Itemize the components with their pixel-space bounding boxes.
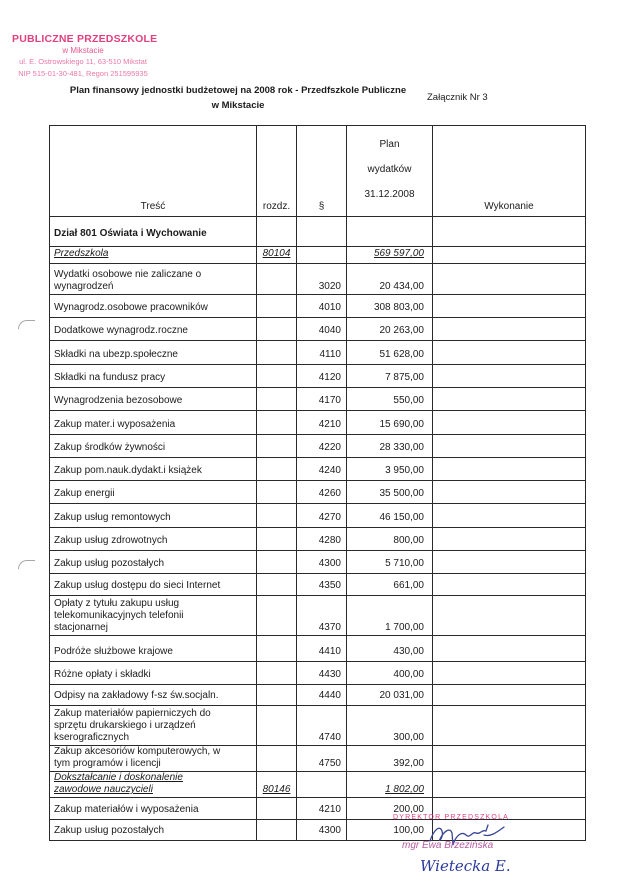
paragraf-text: 4040: [318, 325, 341, 336]
cell-plan: [347, 551, 433, 574]
cell-tresc: [50, 481, 257, 504]
plan-text: 392,00: [393, 758, 424, 769]
tresc-text: Zakup usług pozostałych: [54, 825, 165, 836]
tresc-text: Zakup pom.nauk.dydakt.i książek: [54, 465, 202, 476]
cell-paragraf: [297, 264, 347, 295]
cell-paragraf: [297, 528, 347, 551]
cell-paragraf: [297, 388, 347, 411]
paragraf-text: 4110: [319, 349, 341, 360]
header-rozdz: rozdz.: [257, 126, 297, 217]
budget-row: [50, 365, 586, 388]
cell-wykonanie: [433, 458, 586, 481]
plan-text: 1 802,00: [385, 784, 424, 795]
cell-plan: [347, 365, 433, 388]
budget-table: [49, 125, 586, 841]
budget-row: [50, 411, 586, 435]
header-tresc: Treść: [50, 126, 257, 217]
tresc-text: Zakup akcesoriów komputerowych, w tym programów i licencji: [54, 746, 221, 769]
paragraf-text: 4210: [318, 419, 341, 430]
plan-text: 308 803,00: [373, 302, 424, 313]
tresc-text: Zakup środków żywności: [54, 442, 166, 453]
table-header: [50, 126, 586, 217]
cell-plan: [347, 596, 433, 636]
paragraf-text: 4260: [318, 488, 341, 499]
cell-rozdz: [257, 247, 297, 264]
plan-text: 46 150,00: [379, 512, 424, 523]
plan-text: 200,00: [393, 804, 424, 815]
cell-wykonanie: [433, 365, 586, 388]
cell-plan: [347, 685, 433, 706]
cell-tresc: [50, 596, 257, 636]
plan-text: 430,00: [393, 646, 424, 657]
chapter-row: [50, 247, 586, 264]
cell-paragraf: [297, 217, 347, 247]
cell-rozdz: [257, 551, 297, 574]
budget-row: [50, 706, 586, 746]
cell-rozdz: [257, 636, 297, 662]
cell-paragraf: [297, 365, 347, 388]
tresc-text: Zakup mater.i wyposażenia: [54, 419, 176, 430]
rozdz-text: 80146: [262, 784, 291, 795]
institution-stamp: [12, 33, 158, 80]
plan-text: 20 434,00: [379, 281, 424, 292]
cell-plan: [347, 481, 433, 504]
cell-rozdz: [257, 685, 297, 706]
header-row: [50, 126, 586, 217]
cell-wykonanie: [433, 706, 586, 746]
cell-rozdz: [257, 706, 297, 746]
tresc-text: Składki na ubezp.społeczne: [54, 349, 178, 360]
cell-rozdz: [257, 295, 297, 318]
cell-wykonanie: [433, 435, 586, 458]
cell-tresc: [50, 746, 257, 772]
tresc-text: Zakup materiałów papierniczych do sprzętu drukarskiego i urządzeń kserograficznych: [54, 708, 211, 743]
cell-plan: [347, 264, 433, 295]
cell-rozdz: [257, 772, 297, 798]
cell-plan: [347, 706, 433, 746]
cell-plan: [347, 341, 433, 365]
cell-wykonanie: [433, 746, 586, 772]
budget-row: [50, 685, 586, 706]
cell-rozdz: [257, 798, 297, 820]
hole-punch-mark: [18, 560, 35, 569]
paragraf-text: 4280: [318, 535, 341, 546]
budget-row: [50, 551, 586, 574]
tresc-text: Składki na fundusz pracy: [54, 372, 166, 383]
cell-paragraf: [297, 574, 347, 596]
cell-wykonanie: [433, 341, 586, 365]
cell-plan: [347, 217, 433, 247]
plan-text: 800,00: [393, 535, 424, 546]
cell-rozdz: [257, 435, 297, 458]
cell-rozdz: [257, 341, 297, 365]
budget-row: [50, 746, 586, 772]
cell-tresc: [50, 504, 257, 528]
paragraf-text: 4240: [318, 465, 341, 476]
cell-tresc: [50, 685, 257, 706]
hole-punch-mark: [18, 320, 35, 329]
cell-rozdz: [257, 365, 297, 388]
plan-text: 100,00: [393, 825, 424, 836]
cell-wykonanie: [433, 388, 586, 411]
paragraf-text: 4740: [318, 732, 341, 743]
cell-tresc: [50, 574, 257, 596]
cell-plan: [347, 504, 433, 528]
paragraf-text: 4440: [318, 690, 341, 701]
cell-plan: [347, 528, 433, 551]
header-plan-line-1: Plan: [379, 139, 400, 150]
cell-wykonanie: [433, 247, 586, 264]
cell-tresc: [50, 318, 257, 341]
chapter-row: [50, 772, 586, 798]
header-plan-line-3: 31.12.2008: [364, 189, 415, 200]
budget-row: [50, 574, 586, 596]
paragraf-text: 4750: [318, 758, 341, 769]
cell-wykonanie: [433, 217, 586, 247]
stamp-town: w Mikstacie: [62, 46, 104, 55]
cell-rozdz: [257, 388, 297, 411]
tresc-text: Odpisy na zakładowy f-sz św.socjaln.: [54, 690, 219, 701]
cell-plan: [347, 295, 433, 318]
paragraf-text: 4170: [318, 395, 341, 406]
paragraf-text: 4300: [318, 825, 341, 836]
tresc-text: Wynagrodz.osobowe pracowników: [54, 302, 208, 313]
cell-plan: [347, 746, 433, 772]
stamp-institution-name: PUBLICZNE PRZEDSZKOLE: [12, 33, 158, 45]
budget-row: [50, 504, 586, 528]
cell-tresc: [50, 217, 257, 247]
cell-paragraf: [297, 551, 347, 574]
plan-text: 20 263,00: [379, 325, 424, 336]
cell-rozdz: [257, 746, 297, 772]
cell-paragraf: [297, 247, 347, 264]
cell-paragraf: [297, 746, 347, 772]
tresc-text: Opłaty z tytułu zakupu usług telekomunikacyjnych telefonii stacjonarnej: [54, 598, 184, 633]
table-body: [50, 217, 586, 841]
cell-rozdz: [257, 217, 297, 247]
cell-wykonanie: [433, 574, 586, 596]
cell-tresc: [50, 820, 257, 841]
cell-wykonanie: [433, 528, 586, 551]
paragraf-text: 4210: [318, 804, 341, 815]
cell-tresc: [50, 772, 257, 798]
rozdz-text: 80104: [262, 248, 291, 259]
budget-row: [50, 264, 586, 295]
cell-rozdz: [257, 481, 297, 504]
budget-row: [50, 388, 586, 411]
paragraf-text: 4350: [318, 580, 341, 591]
cell-tresc: [50, 798, 257, 820]
budget-row: [50, 435, 586, 458]
header-plan: [347, 126, 433, 217]
cell-wykonanie: [433, 662, 586, 685]
paragraf-text: 4120: [318, 372, 341, 383]
plan-text: 1 700,00: [385, 622, 424, 633]
cell-paragraf: [297, 636, 347, 662]
cell-rozdz: [257, 318, 297, 341]
header-paragraf: §: [297, 126, 347, 217]
paragraf-text: 4010: [318, 302, 341, 313]
plan-text: 3 950,00: [385, 465, 424, 476]
cell-rozdz: [257, 820, 297, 841]
cell-paragraf: [297, 458, 347, 481]
cell-wykonanie: [433, 685, 586, 706]
plan-text: 400,00: [393, 669, 424, 680]
cell-paragraf: [297, 820, 347, 841]
cell-wykonanie: [433, 264, 586, 295]
cell-plan: [347, 388, 433, 411]
plan-text: 51 628,00: [379, 349, 424, 360]
cell-tresc: [50, 365, 257, 388]
cell-plan: [347, 772, 433, 798]
tresc-text: Zakup usług pozostałych: [54, 558, 165, 569]
cell-tresc: [50, 295, 257, 318]
cell-plan: [347, 411, 433, 435]
plan-text: 7 875,00: [385, 372, 424, 383]
cell-tresc: [50, 551, 257, 574]
handwritten-signature: Wietecka E.: [420, 857, 511, 875]
cell-tresc: [50, 528, 257, 551]
director-stamp-name: mgr Ewa Brzezińska: [402, 840, 494, 851]
cell-rozdz: [257, 528, 297, 551]
cell-paragraf: [297, 295, 347, 318]
cell-rozdz: [257, 264, 297, 295]
tresc-text: Dział 801 Oświata i Wychowanie: [54, 228, 207, 239]
cell-paragraf: [297, 411, 347, 435]
cell-paragraf: [297, 318, 347, 341]
plan-text: 661,00: [393, 580, 424, 591]
plan-text: 569 597,00: [373, 248, 424, 259]
document-title: [40, 83, 436, 113]
budget-row: [50, 636, 586, 662]
cell-paragraf: [297, 706, 347, 746]
budget-row: [50, 481, 586, 504]
header-wykonanie: Wykonanie: [433, 126, 586, 217]
cell-tresc: [50, 435, 257, 458]
cell-tresc: [50, 706, 257, 746]
tresc-text: Wynagrodzenia bezosobowe: [54, 395, 183, 406]
paragraf-text: 4300: [318, 558, 341, 569]
title-line-1: Plan finansowy jednostki budżetowej na 2008 rok - Przedfszkole Publiczne: [69, 85, 407, 96]
cell-paragraf: [297, 772, 347, 798]
budget-row: [50, 341, 586, 365]
plan-text: 20 031,00: [379, 690, 424, 701]
cell-rozdz: [257, 574, 297, 596]
budget-row: [50, 596, 586, 636]
cell-paragraf: [297, 662, 347, 685]
cell-paragraf: [297, 798, 347, 820]
budget-row: [50, 318, 586, 341]
cell-plan: [347, 458, 433, 481]
tresc-text: Różne opłaty i składki: [54, 669, 151, 680]
budget-row: [50, 528, 586, 551]
cell-tresc: [50, 247, 257, 264]
cell-tresc: [50, 636, 257, 662]
budget-row: [50, 662, 586, 685]
cell-wykonanie: [433, 596, 586, 636]
tresc-text: Zakup materiałów i wyposażenia: [54, 804, 199, 815]
section-row: [50, 217, 586, 247]
cell-wykonanie: [433, 504, 586, 528]
paragraf-text: 4370: [318, 622, 341, 633]
cell-paragraf: [297, 685, 347, 706]
cell-paragraf: [297, 341, 347, 365]
paragraf-text: 4430: [318, 669, 341, 680]
cell-rozdz: [257, 458, 297, 481]
cell-plan: [347, 318, 433, 341]
cell-paragraf: [297, 596, 347, 636]
tresc-text: Dodatkowe wynagrodz.roczne: [54, 325, 188, 336]
cell-wykonanie: [433, 318, 586, 341]
cell-plan: [347, 662, 433, 685]
cell-rozdz: [257, 596, 297, 636]
cell-plan: [347, 574, 433, 596]
tresc-text: Zakup usług zdrowotnych: [54, 535, 168, 546]
cell-paragraf: [297, 481, 347, 504]
stamp-address: ul. E. Ostrowskiego 11, 63-510 Mikstat: [19, 57, 147, 66]
cell-wykonanie: [433, 636, 586, 662]
tresc-text: Dokształcanie i doskonalenie zawodowe nauczycieli: [54, 772, 183, 795]
cell-plan: [347, 435, 433, 458]
cell-wykonanie: [433, 295, 586, 318]
title-line-2: w Mikstacie: [211, 100, 265, 111]
cell-paragraf: [297, 435, 347, 458]
tresc-text: Przedszkola: [54, 248, 109, 259]
budget-row: [50, 458, 586, 481]
tresc-text: Zakup usług remontowych: [54, 512, 171, 523]
director-stamp-title: DYREKTOR PRZEDSZKOLA: [392, 814, 510, 821]
paragraf-text: 4220: [318, 442, 341, 453]
tresc-text: Podróże służbowe krajowe: [54, 646, 173, 657]
cell-wykonanie: [433, 411, 586, 435]
cell-tresc: [50, 341, 257, 365]
cell-rozdz: [257, 411, 297, 435]
annex-label: Załącznik Nr 3: [427, 92, 488, 103]
cell-tresc: [50, 411, 257, 435]
tresc-text: Zakup usług dostępu do sieci Internet: [54, 580, 221, 591]
cell-tresc: [50, 662, 257, 685]
cell-wykonanie: [433, 772, 586, 798]
plan-text: 15 690,00: [379, 419, 424, 430]
plan-text: 5 710,00: [385, 558, 424, 569]
cell-wykonanie: [433, 551, 586, 574]
plan-text: 300,00: [393, 732, 424, 743]
cell-plan: [347, 247, 433, 264]
stamp-tax-ids: NIP 515-01-30-481, Regon 251595935: [18, 69, 148, 78]
cell-rozdz: [257, 662, 297, 685]
cell-plan: [347, 636, 433, 662]
tresc-text: Zakup energii: [54, 488, 115, 499]
paragraf-text: 4270: [318, 512, 341, 523]
plan-text: 28 330,00: [379, 442, 424, 453]
plan-text: 550,00: [393, 395, 424, 406]
cell-paragraf: [297, 504, 347, 528]
cell-tresc: [50, 388, 257, 411]
cell-wykonanie: [433, 481, 586, 504]
header-plan-line-2: wydatków: [367, 164, 412, 175]
cell-tresc: [50, 264, 257, 295]
plan-text: 35 500,00: [379, 488, 424, 499]
tresc-text: Wydatki osobowe nie zaliczane o wynagrodzeń: [54, 269, 202, 292]
budget-row: [50, 295, 586, 318]
paragraf-text: 3020: [318, 281, 341, 292]
paragraf-text: 4410: [318, 646, 341, 657]
cell-tresc: [50, 458, 257, 481]
cell-rozdz: [257, 504, 297, 528]
